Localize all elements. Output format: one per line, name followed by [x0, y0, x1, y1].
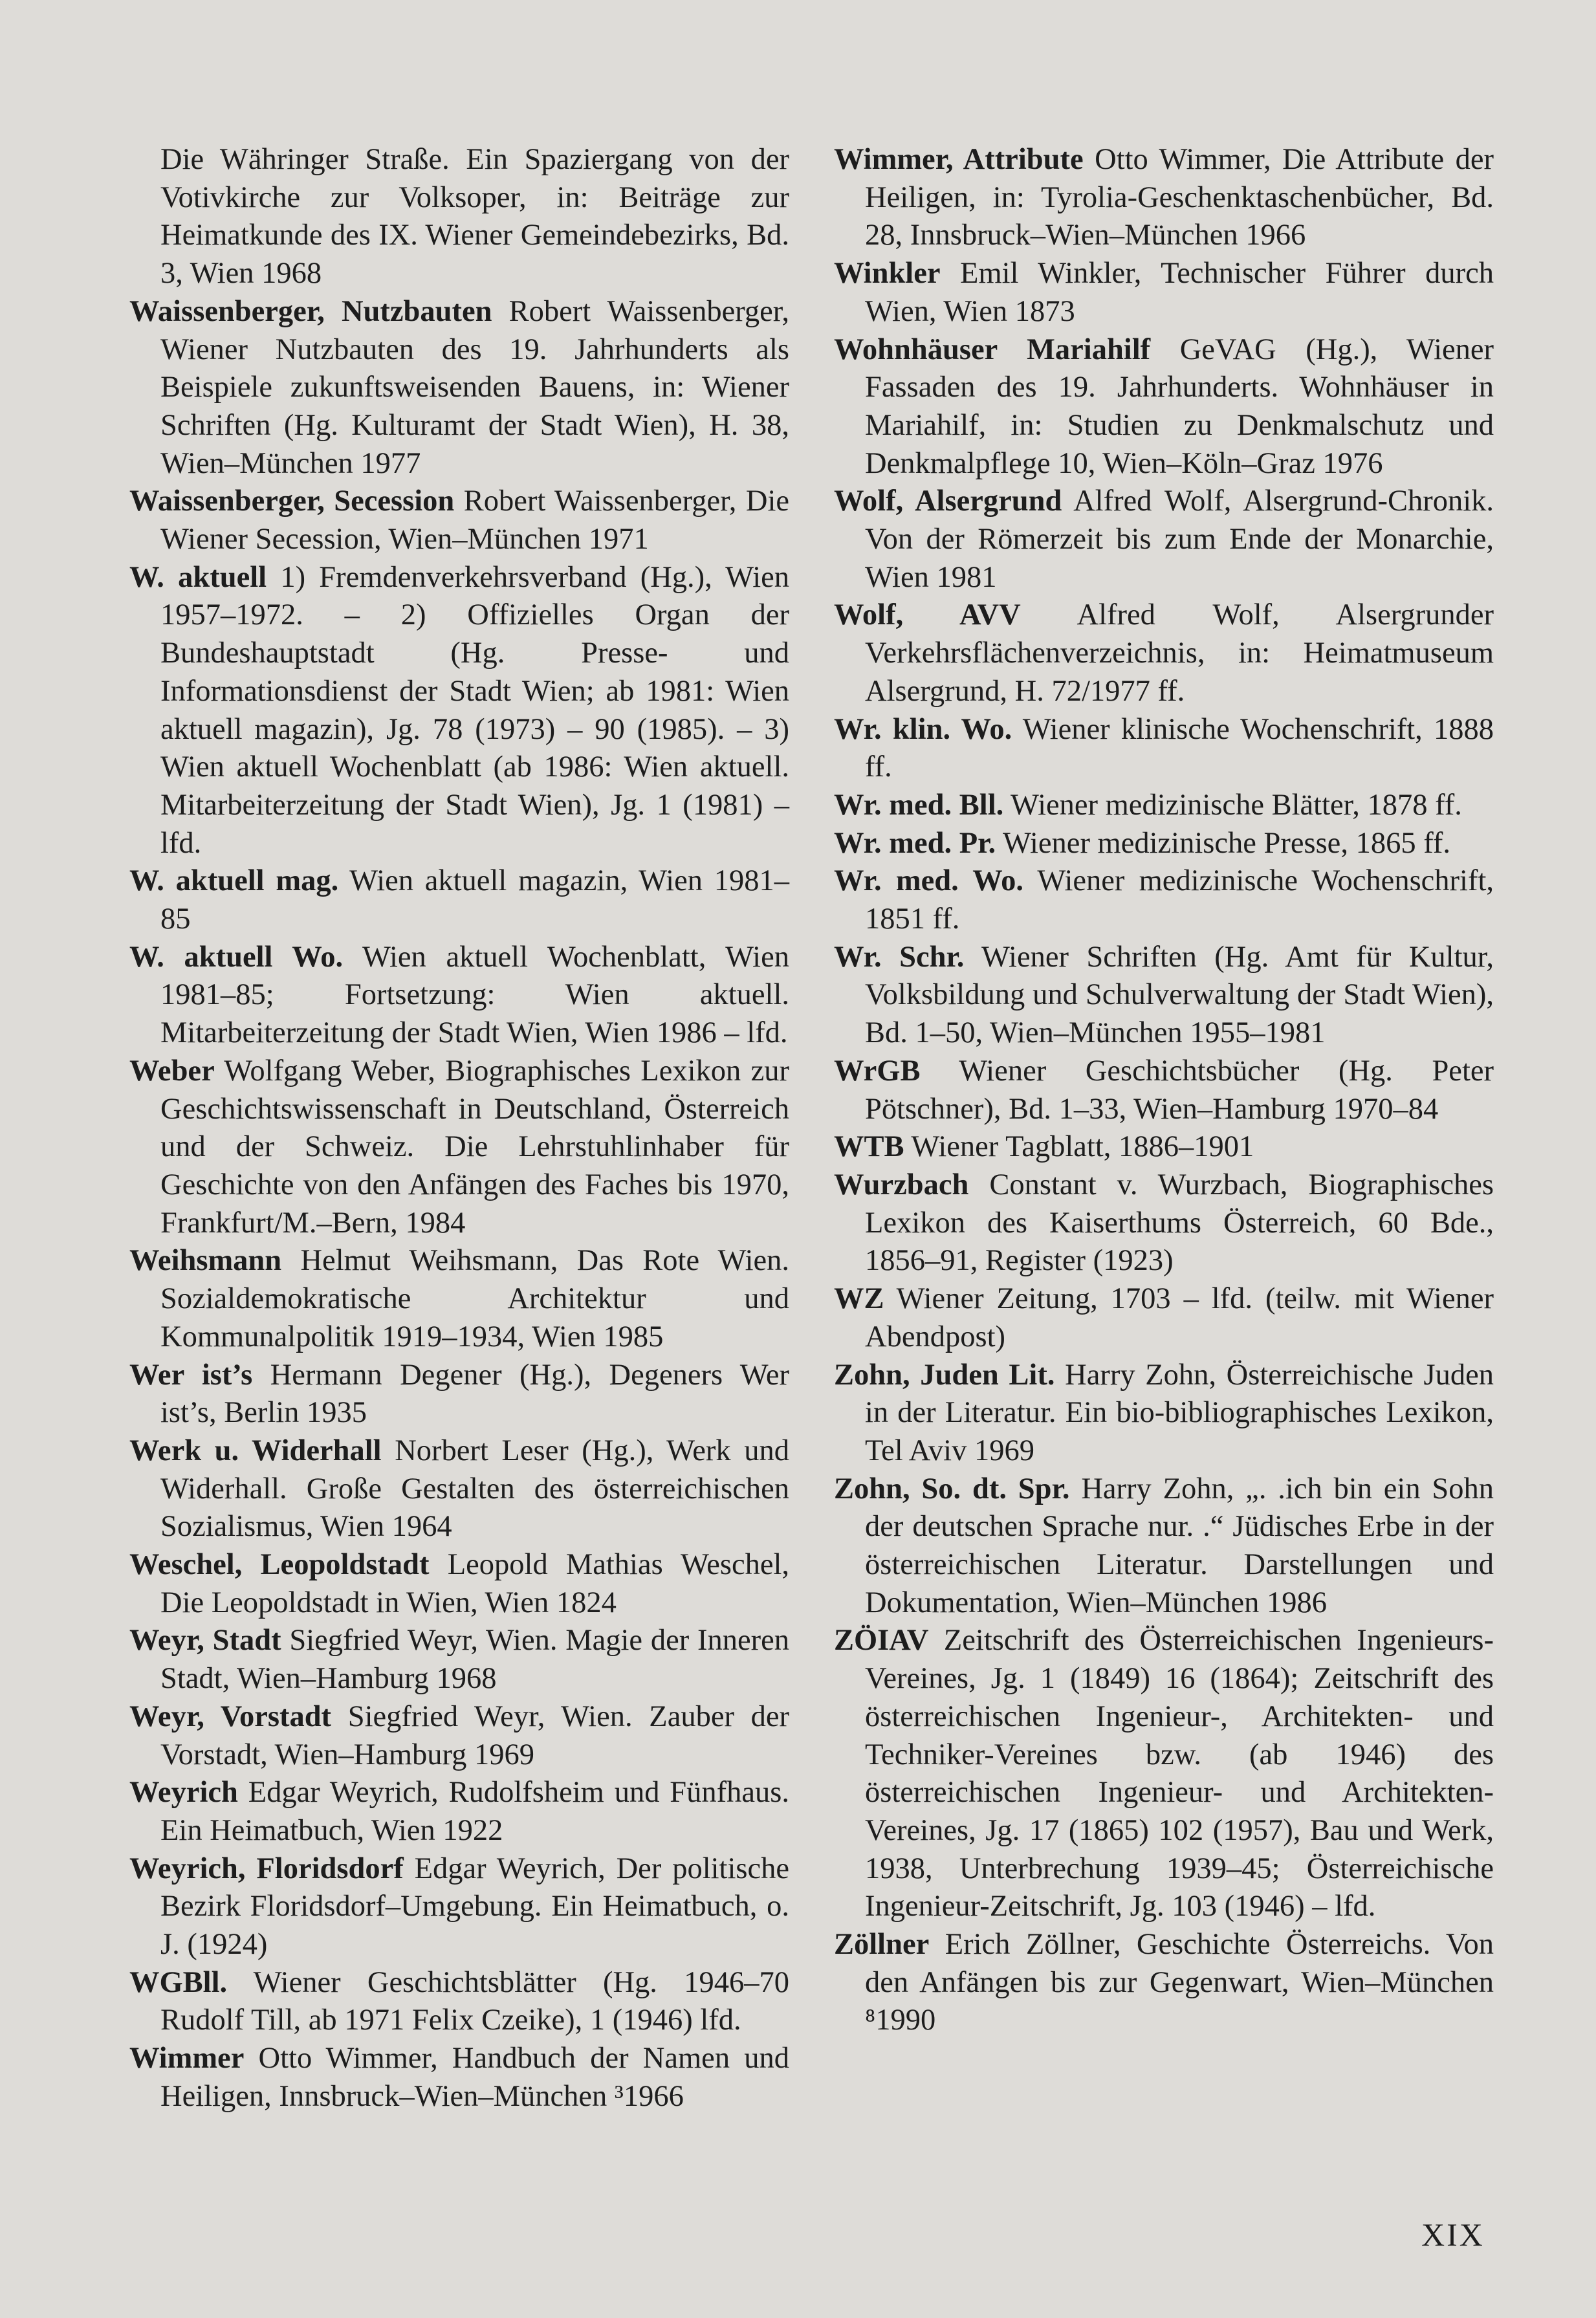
bibliography-entry	[129, 1964, 789, 2040]
entry-abbreviation: Weber	[129, 1054, 215, 1088]
bibliography-entry	[129, 559, 789, 863]
entry-citation: Wiener medizinische Blätter, 1878 ff.	[1011, 788, 1462, 822]
bibliography-entry	[834, 255, 1494, 331]
entry-citation: Hermann Degener (Hg.), Degeners Wer ist’s, Berlin 1935	[160, 1358, 790, 1430]
entry-citation: Siegfried Weyr, Wien. Magie der Inneren Stadt, Wien–Hamburg 1968	[160, 1624, 790, 1696]
bibliography-entry	[129, 2040, 789, 2116]
entry-abbreviation: W. aktuell mag.	[129, 864, 339, 898]
bibliography-entry	[834, 939, 1494, 1053]
bibliography-entry	[834, 331, 1494, 483]
bibliography-entry	[834, 825, 1494, 863]
right-entry-list	[834, 141, 1494, 2040]
entry-citation: Wiener klinische Wochenschrift, 1888 ff.	[865, 712, 1494, 784]
entry-abbreviation: Wer ist’s	[129, 1358, 253, 1392]
page-number: XIX	[1421, 2216, 1485, 2253]
entry-citation: GeVAG (Hg.), Wiener Fassaden des 19. Jahrhunderts. Wohnhäuser in Mariahilf, in: Studien zu Denkmalschutz und Denkmalpflege 10, Wien–Köln–Graz 1976	[865, 333, 1494, 480]
entry-abbreviation: Zohn, Juden Lit.	[834, 1358, 1055, 1392]
entry-citation: Wiener Geschichtsblätter (Hg. 1946–70 Rudolf Till, ab 1971 Felix Czeike), 1 (1946) lfd.	[160, 1965, 789, 2037]
bibliography-entry	[129, 1357, 789, 1432]
bibliography-entry	[129, 1622, 789, 1698]
bibliography-entry	[834, 1053, 1494, 1128]
bibliography-entry	[129, 1850, 789, 1964]
entry-abbreviation: Wr. med. Bll.	[834, 788, 1004, 822]
entry-citation: Leopold Mathias Weschel, Die Leopoldstadt in Wien, Wien 1824	[160, 1548, 790, 1619]
entry-citation: Wien aktuell magazin, Wien 1981–85	[160, 864, 789, 936]
entry-citation: 1) Fremdenverkehrsverband (Hg.), Wien 1957–1972. – 2) Offizielles Organ der Bundeshauptstadt (Hg. Presse- und Informationsdienst der Stadt Wien; ab 1981: Wien aktuell magazin), Jg. 78 (1973) – 90 (1985). – 3) Wien aktuell Wochenblatt (ab 1986: Wien aktuell. Mitarbeiterzeitung der Stadt Wien), Jg. 1 (1981) – lfd.	[160, 560, 790, 860]
entry-citation: Otto Wimmer, Die Attribute der Heiligen, in: Tyrolia-Geschenktaschenbücher, Bd. 28, Innsbruck–Wien–München 1966	[865, 143, 1494, 252]
entry-citation: Wiener medizinische Wochenschrift, 1851 ff.	[865, 864, 1494, 936]
entry-citation: Emil Winkler, Technischer Führer durch Wien, Wien 1873	[865, 257, 1494, 328]
entry-citation: Wolfgang Weber, Biographisches Lexikon zur Geschichtswissenschaft in Deutschland, Österreich und der Schweiz. Die Lehrstuhlinhaber für Geschichte von den Anfängen des Faches bis 1970, Frankfurt/M.–Bern, 1984	[160, 1054, 789, 1240]
entry-citation: Edgar Weyrich, Rudolfsheim und Fünfhaus. Ein Heimatbuch, Wien 1922	[160, 1776, 790, 1847]
entry-citation: Robert Waissenberger, Wiener Nutzbauten des 19. Jahrhunderts als Beispiele zukunftsweisenden Bauens, in: Wiener Schriften (Hg. Kulturamt der Stadt Wien), H. 38, Wien–München 1977	[160, 294, 790, 480]
entry-abbreviation: Wr. Schr.	[834, 940, 965, 974]
entry-citation: Constant v. Wurzbach, Biographisches Lexikon des Kaiserthums Österreich, 60 Bde., 1856–91, Register (1923)	[865, 1168, 1494, 1278]
bibliography-entry	[129, 1053, 789, 1243]
bibliography-entry	[834, 711, 1494, 787]
entry-abbreviation: Winkler	[834, 257, 941, 290]
entry-abbreviation: Zohn, So. dt. Spr.	[834, 1472, 1070, 1505]
entry-abbreviation: Wurzbach	[834, 1168, 969, 1201]
bibliography-entry	[129, 1698, 789, 1774]
entry-abbreviation: Wr. med. Wo.	[834, 864, 1023, 898]
left-entry-list	[129, 293, 789, 2116]
continued-entry-text: Die Währinger Straße. Ein Spaziergang von der Votivkirche zur Volksoper, in: Beiträge zur Heimatkunde des IX. Wiener Gemeindebezirks, Bd. 3, Wien 1968	[160, 143, 789, 290]
entry-abbreviation: Wimmer	[129, 2042, 245, 2075]
entry-abbreviation: Weihsmann	[129, 1244, 282, 1278]
entry-citation: Erich Zöllner, Geschichte Österreichs. Von den Anfängen bis zur Gegenwart, Wien–München ⁸1990	[865, 1928, 1494, 2037]
bibliography-entry	[129, 939, 789, 1053]
bibliography-entry	[129, 293, 789, 483]
entry-abbreviation: W. aktuell Wo.	[129, 940, 344, 974]
entry-citation: Wiener Zeitung, 1703 – lfd. (teilw. mit Wiener Abendpost)	[865, 1282, 1494, 1353]
entry-citation: Zeitschrift des Österreichischen Ingenieurs-Vereines, Jg. 1 (1849) 16 (1864); Zeitschrift des österreichischen Ingenieur-, Architekten- und Techniker-Vereines bzw. (ab 1946) des österreichischen Ingenieur- und Architekten-Vereines, Jg. 17 (1865) 102 (1957), Bau und Werk, 1938, Unterbrechung 1939–45; Österreichische Ingenieur-Zeitschrift, Jg. 103 (1946) – lfd.	[865, 1624, 1494, 1923]
bibliography-entry	[129, 1546, 789, 1622]
bibliography-entry	[834, 1471, 1494, 1623]
entry-abbreviation: Weyrich	[129, 1776, 238, 1810]
entry-abbreviation: WZ	[834, 1282, 884, 1316]
entry-abbreviation: Wolf, AVV	[834, 598, 1021, 632]
entry-abbreviation: Weschel, Leopoldstadt	[129, 1548, 430, 1582]
entry-citation: Wiener Schriften (Hg. Amt für Kultur, Volksbildung und Schulverwaltung der Stadt Wien), Bd. 1–50, Wien–München 1955–1981	[865, 940, 1494, 1050]
entry-abbreviation: WGBll.	[129, 1965, 228, 1999]
bibliography-entry	[129, 862, 789, 938]
entry-citation: Alfred Wolf, Alsergrunder Verkehrsflächenverzeichnis, in: Heimatmuseum Alsergrund, H. 72/1977 ff.	[865, 598, 1494, 708]
entry-citation: Alfred Wolf, Alsergrund-Chronik. Von der Römerzeit bis zum Ende der Monarchie, Wien 1981	[865, 485, 1494, 594]
entry-abbreviation: Weyrich, Floridsdorf	[129, 1852, 404, 1885]
entry-abbreviation: WrGB	[834, 1054, 921, 1088]
bibliography-entry	[834, 1280, 1494, 1356]
bibliography-entry	[834, 1128, 1494, 1166]
left-column	[129, 141, 789, 2116]
entry-abbreviation: Wr. med. Pr.	[834, 826, 996, 860]
entry-abbreviation: Wr. klin. Wo.	[834, 712, 1012, 746]
entry-abbreviation: Waissenberger, Nutzbauten	[129, 294, 492, 328]
bibliography-entry	[834, 483, 1494, 596]
entry-abbreviation: W. aktuell	[129, 560, 267, 594]
entry-abbreviation: Werk u. Widerhall	[129, 1434, 382, 1467]
bibliography-entry	[834, 787, 1494, 825]
bibliography-entry	[834, 1357, 1494, 1471]
right-column	[834, 141, 1494, 2040]
entry-abbreviation: Weyr, Vorstadt	[129, 1700, 332, 1733]
bibliography-entry	[129, 483, 789, 558]
entry-abbreviation: Weyr, Stadt	[129, 1624, 281, 1657]
bibliography-entry	[129, 1774, 789, 1850]
entry-citation: Helmut Weihsmann, Das Rote Wien. Sozialdemokratische Architektur und Kommunalpolitik 1919–1934, Wien 1985	[160, 1244, 790, 1353]
entry-citation: Norbert Leser (Hg.), Werk und Widerhall. Große Gestalten des österreichischen Sozialismus, Wien 1964	[160, 1434, 790, 1544]
entry-citation: Robert Waissenberger, Die Wiener Secession, Wien–München 1971	[160, 485, 789, 556]
entry-citation: Otto Wimmer, Handbuch der Namen und Heiligen, Innsbruck–Wien–München ³1966	[160, 2042, 790, 2113]
entry-abbreviation: Zöllner	[834, 1928, 930, 1962]
entry-citation: Wiener medizinische Presse, 1865 ff.	[1002, 826, 1450, 860]
entry-citation: Wiener Tagblatt, 1886–1901	[911, 1130, 1254, 1164]
entry-citation: Harry Zohn, Österreichische Juden in der Literatur. Ein bio-bibliographisches Lexikon, Tel Aviv 1969	[865, 1358, 1494, 1467]
bibliography-entry	[834, 1166, 1494, 1280]
entry-abbreviation: WTB	[834, 1130, 904, 1164]
entry-citation: Edgar Weyrich, Der politische Bezirk Floridsdorf–Umgebung. Ein Heimatbuch, o. J. (1924)	[160, 1852, 789, 1962]
bibliography-entry	[834, 141, 1494, 255]
entry-abbreviation: ZÖIAV	[834, 1624, 929, 1657]
entry-citation: Wien aktuell Wochenblatt, Wien 1981–85; Fortsetzung: Wien aktuell. Mitarbeiterzeitung der Stadt Wien, Wien 1986 – lfd.	[160, 940, 789, 1050]
bibliography-entry	[834, 862, 1494, 938]
entry-citation: Wiener Geschichtsbücher (Hg. Peter Pötschner), Bd. 1–33, Wien–Hamburg 1970–84	[865, 1054, 1494, 1126]
entry-citation: Harry Zohn, „. .ich bin ein Sohn der deutschen Sprache nur. .“ Jüdisches Erbe in der österreichischen Literatur. Darstellungen und Dokumentation, Wien–München 1986	[865, 1472, 1494, 1619]
bibliography-entry	[834, 1622, 1494, 1926]
bibliography-entry	[834, 596, 1494, 710]
entry-abbreviation: Wimmer, Attribute	[834, 143, 1084, 176]
bibliography-entry	[129, 1432, 789, 1546]
entry-citation: Siegfried Weyr, Wien. Zauber der Vorstadt, Wien–Hamburg 1969	[160, 1700, 790, 1771]
bibliography-entry	[834, 1926, 1494, 2040]
bibliography-entry	[129, 1242, 789, 1356]
entry-abbreviation: Wohnhäuser Mariahilf	[834, 333, 1151, 366]
entry-abbreviation: Waissenberger, Secession	[129, 485, 455, 518]
entry-abbreviation: Wolf, Alsergrund	[834, 485, 1062, 518]
